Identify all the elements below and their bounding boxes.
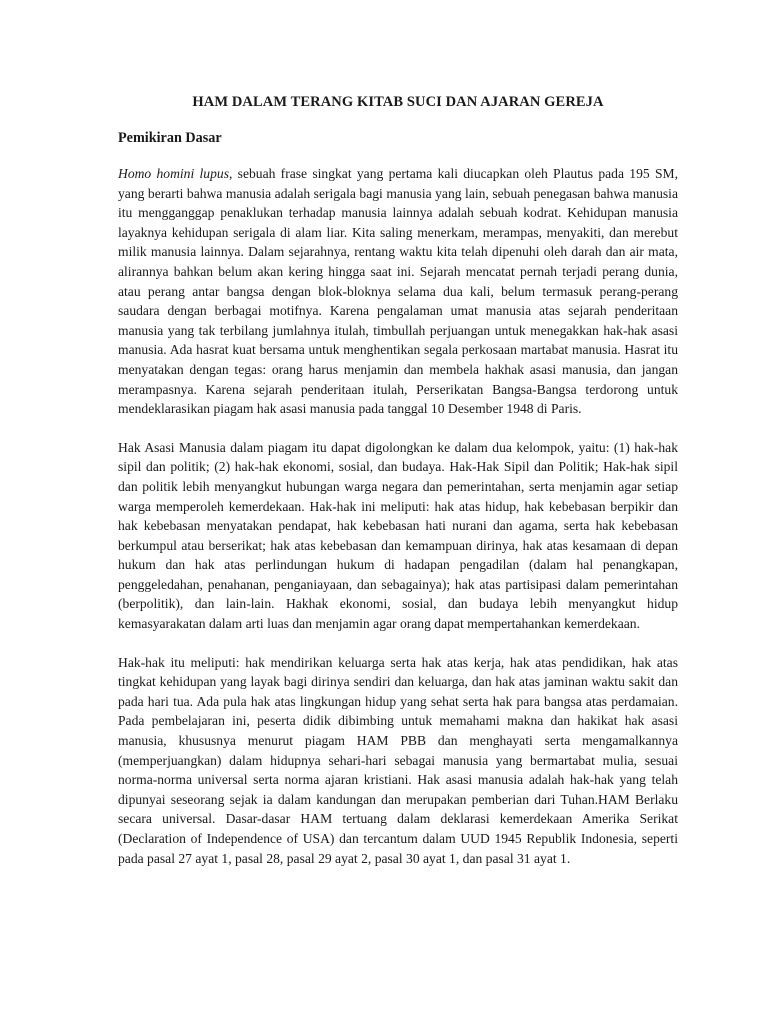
document-title: HAM DALAM TERANG KITAB SUCI DAN AJARAN GEREJA [192, 94, 604, 110]
paragraph-1 [118, 164, 678, 419]
paragraph-1-text: , sebuah frase singkat yang pertama kali diucapkan oleh Plautus pada 195 SM, yang berarti bahwa manusia adalah serigala bagi manusia yang lain, sebuah penegasan bahwa manusia itu mengganggap penaklukan terhadap manusia lainnya adalah sebuah kodrat. Kehidupan manusia layaknya kehidupan serigala di alam liar. Kita saling menerkam, merampas, menyakiti, dan merebut milik manusia lainnya. Dalam sejarahnya, rentang waktu kita telah dipenuhi oleh darah dan air mata, alirannya bahkan belum akan kering hingga saat ini. Sejarah mencatat pernah terjadi perang dunia, atau perang antar bangsa dengan blok-bloknya selama dua kali, belum termasuk perang-perang saudara dengan berbagai motifnya. Karena pengalaman umat manusia atas sejarah penderitaan manusia yang tak terbilang jumlahnya itulah, timbullah perjuangan untuk menegakkan hak-hak asasi manusia. Ada hasrat kuat bersama untuk menghentikan segala perkosaan martabat manusia. Hasrat itu menyatakan dengan tegas: orang harus menjamin dan membela hakhak asasi manusia, dan jangan merampasnya. Karena sejarah penderitaan itulah, Perserikatan Bangsa-Bangsa terdorong untuk mendeklarasikan piagam hak asasi manusia pada tanggal 10 Desember 1948 di Paris. [118, 166, 678, 417]
document-body [118, 92, 678, 868]
latin-phrase: Homo homini lupus [118, 166, 229, 181]
paragraph-2: Hak Asasi Manusia dalam piagam itu dapat digolongkan ke dalam dua kelompok, yaitu: (1) hak-hak sipil dan politik; (2) hak-hak ekonomi, sosial, dan budaya. Hak-Hak Sipil dan Politik; Hak-hak sipil dan politik lebih menyangkut hubungan warga negara dan pemerintahan, serta menjamin agar setiap warga memperoleh kemerdekaan. Hak-hak ini meliputi: hak atas hidup, hak kebebasan berpikir dan hak kebebasan menyatakan pendapat, hak kebebasan hati nurani dan agama, serta hak kebebasan berkumpul atau berserikat; hak atas kebebasan dan kemampuan dirinya, hak atas kesamaan di depan hukum dan hak atas perlindungan hukum di hadapan pengadilan (dalam hal penangkapan, penggeledahan, penahanan, penganiayaan, dan sebagainya); hak atas partisipasi dalam pemerintahan (berpolitik), dan lain-lain. Hakhak ekonomi, sosial, dan budaya lebih menyangkut hidup kemasyarakatan dalam arti luas dan menjamin agar orang dapat mempertahankan kemerdekaan. [118, 439, 678, 632]
section-heading: Pemikiran Dasar [118, 130, 222, 146]
paragraph-3: Hak-hak itu meliputi: hak mendirikan keluarga serta hak atas kerja, hak atas pendidikan, hak atas tingkat kehidupan yang layak bagi dirinya sendiri dan keluarga, dan hak atas jaminan waktu sakit dan pada hari tua. Ada pula hak atas lingkungan hidup yang sehat serta hak para bangsa atas perdamaian. Pada pembelajaran ini, peserta didik dibimbing untuk memahami makna dan hakikat hak asasi manusia, khususnya menurut piagam HAM PBB dan menghayati serta mengamalkannya (memperjuangkan) dalam hidupnya sehari-hari sebagai manusia yang bermartabat mulia, sesuai norma-norma universal serta norma ajaran kristiani. Hak asasi manusia adalah hak-hak yang telah dipunyai seseorang sejak ia dalam kandungan dan merupakan pemberian dari Tuhan.HAM Berlaku secara universal. Dasar-dasar HAM tertuang dalam deklarasi kemerdekaan Amerika Serikat (Declaration of Independence of USA) dan tercantum dalam UUD 1945 Republik Indonesia, seperti pada pasal 27 ayat 1, pasal 28, pasal 29 ayat 2, pasal 30 ayat 1, dan pasal 31 ayat 1. [118, 654, 678, 866]
